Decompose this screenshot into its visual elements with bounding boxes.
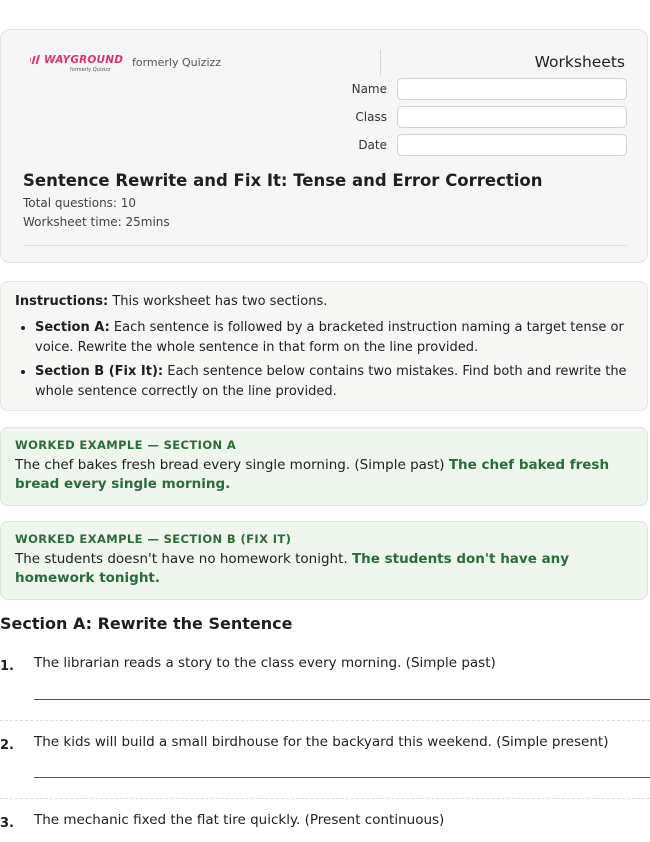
date-label: Date (358, 138, 387, 152)
instruction-item-label: Section A: (35, 320, 110, 335)
header-rule (23, 245, 627, 246)
instructions-label: Instructions: (15, 294, 109, 309)
worksheet-header (0, 29, 648, 263)
class-field[interactable] (397, 106, 627, 128)
question-text: The librarian reads a story to the class every morning. (Simple past) (34, 655, 496, 671)
example-title: WORKED EXAMPLE — SECTION A (15, 438, 237, 452)
answer-line[interactable] (34, 699, 650, 700)
logo-subtext: formerly Quizizz (70, 67, 111, 73)
formerly-label: formerly Quizizz (132, 56, 222, 69)
instructions-box (0, 281, 648, 411)
instruction-item-text: Each sentence below contains two mistakes. Find both and rewrite the whole sentence correctly on the line provided. (35, 364, 627, 399)
instructions-lead (15, 292, 633, 312)
question-separator (0, 798, 650, 799)
question-number: 3. (0, 816, 14, 831)
question-text: The mechanic fixed the flat tire quickly. (Present continuous) (34, 812, 445, 828)
instruction-item-text: Each sentence is followed by a bracketed instruction naming a target tense or voice. Rewrite the whole sentence in that form on the line provided. (35, 320, 624, 355)
header-divider (380, 50, 381, 76)
worksheet-title: Sentence Rewrite and Fix It: Tense and Error Correction (23, 171, 543, 190)
example-body (15, 550, 633, 588)
logo-mark-icon (30, 55, 43, 64)
instructions-text: This worksheet has two sections. (108, 294, 328, 309)
question-text: The kids will build a small birdhouse for the backyard this weekend. (Simple present) (34, 734, 609, 750)
example-answer: The students don't have any homework tonight. (15, 551, 570, 586)
total-questions: Total questions: 10 (23, 196, 137, 210)
worksheets-label: Worksheets (534, 53, 625, 71)
example-answer: The chef baked fresh bread every single morning. (15, 457, 610, 492)
class-label: Class (355, 110, 387, 124)
instruction-item-label: Section B (Fix It): (35, 364, 164, 379)
example-title: WORKED EXAMPLE — SECTION B (FIX IT) (15, 532, 292, 546)
question-number: 2. (0, 738, 14, 753)
worked-example-a (0, 427, 648, 506)
worked-example-b (0, 521, 648, 600)
section-a-title: Section A: Rewrite the Sentence (0, 614, 293, 633)
answer-line[interactable] (34, 777, 650, 778)
name-label: Name (351, 82, 387, 96)
instruction-item (35, 362, 633, 402)
worksheet-time: Worksheet time: 25mins (23, 215, 170, 229)
date-field[interactable] (397, 134, 627, 156)
example-body (15, 456, 633, 494)
example-prompt: The students doesn't have no homework tonight. (15, 551, 352, 567)
question-number: 1. (0, 659, 14, 674)
question-separator (0, 720, 650, 721)
instructions-list (15, 318, 633, 402)
wayground-logo (30, 54, 124, 76)
instruction-item (35, 318, 633, 358)
logo-wordmark: WAYGROUND (44, 54, 124, 66)
name-field[interactable] (397, 78, 627, 100)
example-prompt: The chef bakes fresh bread every single morning. (Simple past) (15, 457, 449, 473)
